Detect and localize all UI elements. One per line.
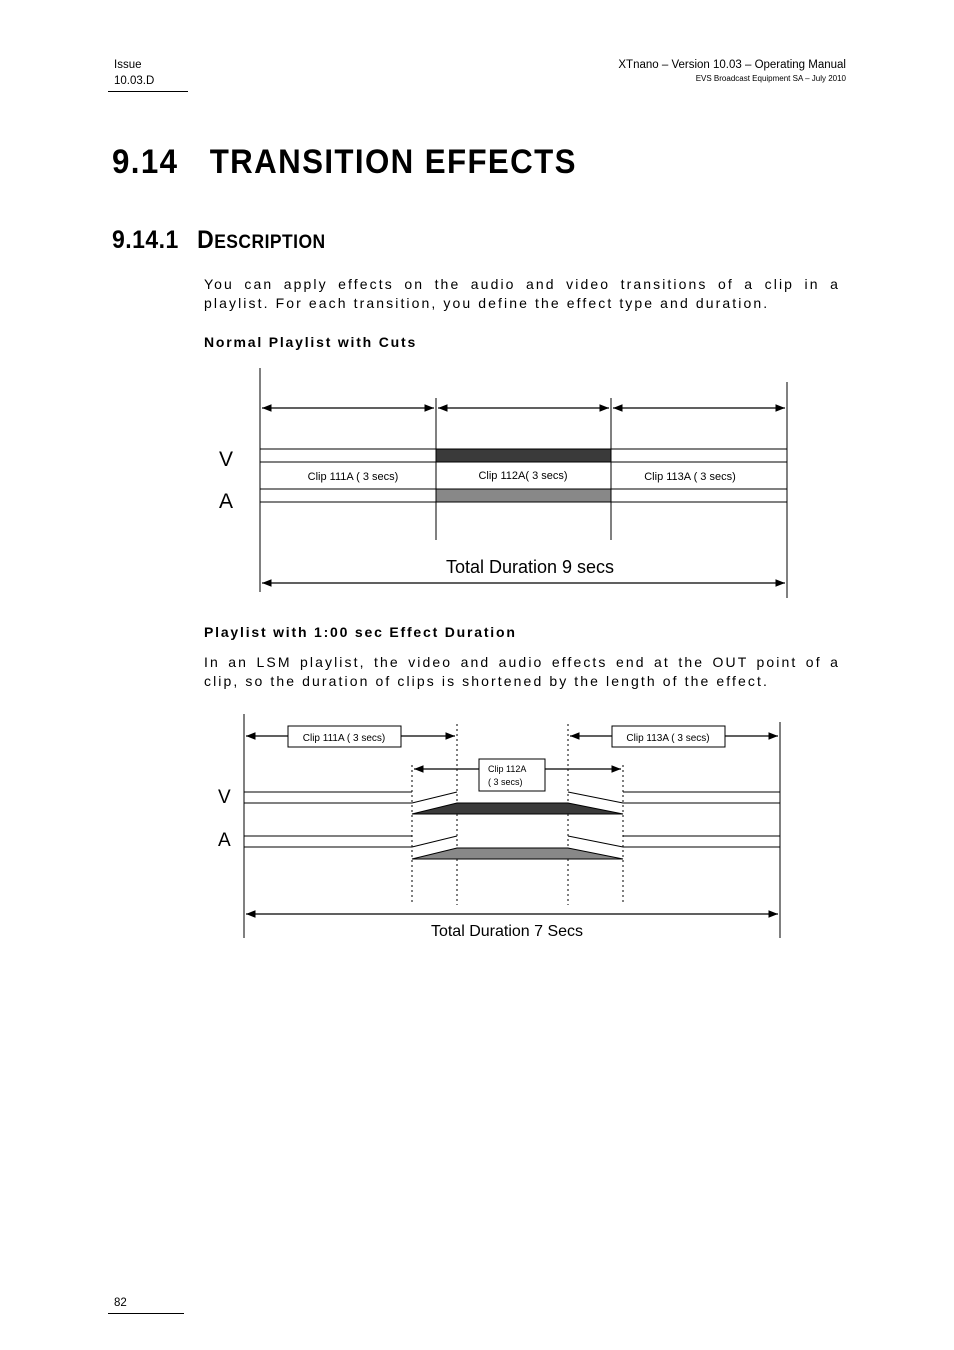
issue-label: Issue [114, 59, 142, 71]
fig1-clip3-label: Clip 113A ( 3 secs) [644, 471, 736, 483]
fig2-clip1-label: Clip 111A ( 3 secs) [302, 733, 386, 744]
fig2-total-label: Total Duration 7 Secs [430, 923, 584, 940]
figure1-heading: Normal Playlist with Cuts [204, 334, 418, 350]
subsection-title-initial: D [197, 226, 215, 254]
section-title: TRANSITION EFFECTS [209, 143, 577, 181]
intro-paragraph: You can apply effects on the audio and video transitions of a clip in a playlist. For each transition, you define the effect type and duration. [204, 276, 840, 311]
fig1-clip1-label: Clip 111A ( 3 secs) [307, 471, 399, 483]
footer-rule [108, 1313, 184, 1314]
fig1-total-label: Total Duration 9 secs [445, 557, 615, 577]
fig2-clip3-label: Clip 113A ( 3 secs) [626, 733, 710, 744]
publisher-line: EVS Broadcast Equipment SA – July 2010 [695, 74, 846, 83]
manual-title: XTnano – Version 10.03 – Operating Manual [618, 59, 846, 71]
fig1-video-clip2-bar [436, 449, 611, 462]
fig2-video-clip2-bar [412, 803, 623, 814]
fig2-audio-clip2-bar [412, 848, 623, 859]
fig2-clip2-label-line1: Clip 112A [488, 764, 527, 774]
fig1-audio-clip2-bar [436, 489, 611, 502]
issue-value: 10.03.D [114, 75, 155, 87]
fig2-track-v: V [218, 787, 231, 808]
fig1-track-v: V [219, 448, 234, 471]
figure2-heading: Playlist with 1:00 sec Effect Duration [204, 624, 517, 640]
fig1-track-a: A [219, 490, 234, 513]
section-number: 9.14 [112, 143, 179, 181]
fig2-track-a: A [218, 830, 231, 851]
figure2-paragraph: In an LSM playlist, the video and audio effects end at the OUT point of a clip, so the duration of clips is shortened by the length of the effect. [204, 654, 840, 689]
fig2-clip2-label-line2: ( 3 secs) [488, 777, 523, 787]
fig1-clip2-label: Clip 112A( 3 secs) [478, 470, 568, 482]
subsection-title-rest: ESCRIPTION [214, 232, 326, 253]
page-number: 82 [114, 1297, 127, 1309]
subsection-number: 9.14.1 [112, 226, 179, 254]
